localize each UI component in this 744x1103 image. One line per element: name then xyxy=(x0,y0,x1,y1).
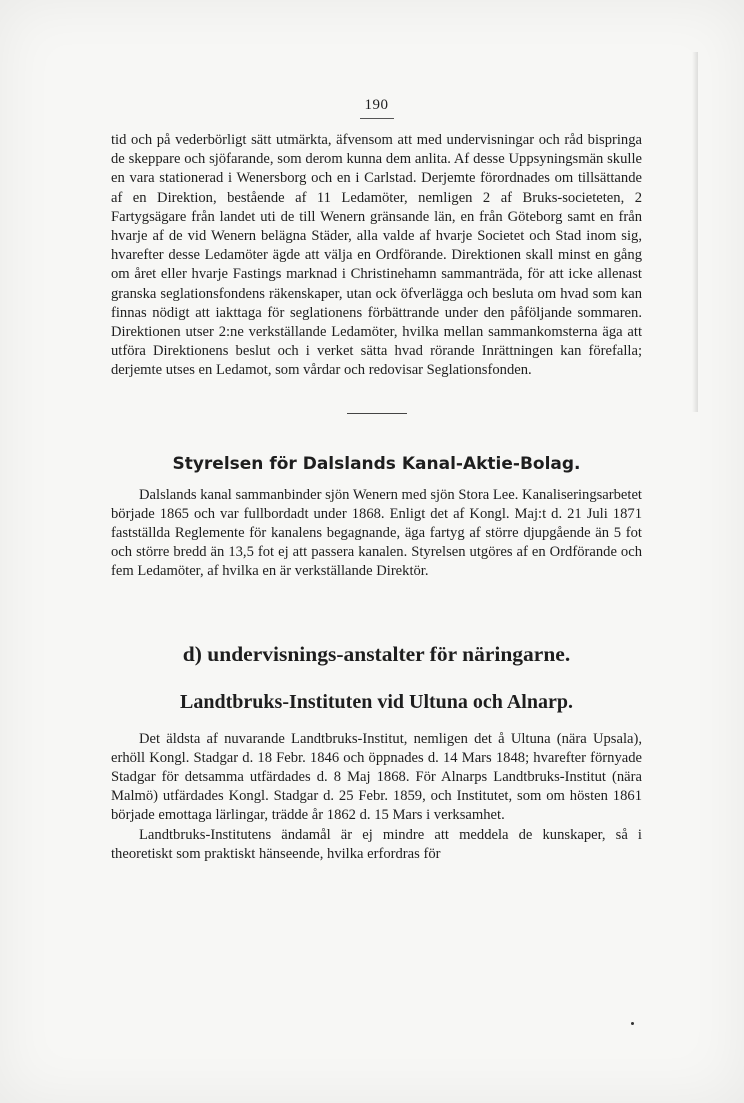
page-number-rule xyxy=(360,118,394,119)
page-edge-shadow xyxy=(692,52,698,412)
paragraph-ultuna-alnarp: Det äldsta af nuvarande Landtbruks-Institut, nemligen det å Ultuna (nära Upsala), erhöll Kongl. Stadgar d. 18 Febr. 1846 och öppnades d. 14 Mars 1848; hvarefter förnyade Stadgar för detsamma utfärdades d. 8 Maj 1868. För Alnarps Landtbruks-Institut (nära Malmö) utfärdades Kongl. Stadgar d. 25 Febr. 1859, och Institutet, som om hösten 1861 började emottaga lärlingar, trädde år 1862 d. 15 Mars i verksamhet. xyxy=(111,730,642,824)
paragraph-dalsland: Dalslands kanal sammanbinder sjön Wenern med sjön Stora Lee. Kanaliseringsarbetet började 1865 och var fullbordadt under 1868. Enligt det af Kongl. Maj:t d. 21 Juli 1871 fastställda Reglemente för kanalens begagnande, äga fartyg af större djupgående än 5 fot och större bredd än 13,5 fot ej att passera kanalen. Styrelsen utgöres af en Ordförande och fem Ledamöter, af hvilka en är verkställande Direktör. xyxy=(111,486,642,580)
ink-speck xyxy=(631,1022,634,1025)
page-content xyxy=(111,97,642,864)
paragraph-andamal: Landtbruks-Institutens ändamål är ej mindre att meddela de kunskaper, så i theoretiskt som praktiskt hänseende, hvilka erfordras för xyxy=(111,826,642,862)
section-heading-landtbruks: Landtbruks-Instituten vid Ultuna och Alnarp. xyxy=(180,690,573,713)
section-divider xyxy=(347,413,407,414)
paragraph-direktion: tid och på vederbörligt sätt utmärkta, äfvensom att med undervisningar och råd bispringa de skeppare och sjöfarande, som derom kunna dem anlita. Af desse Uppsyningsmän skulle en vara stationerad i Wenersborg och en i Carlstad. Derjemte förordnades om tillsättande af en Direktion, bestående af 11 Ledamöter, nemligen 2 af Bruks-societeten, 2 Fartygsägare från landet uti de till Wenern gränsande län, en från Göteborg samt en från hvarje af de vid Wenern belägna Städer, alla valde af hvarje Societet och Stad inom sig, hvarefter desse Ledamöter ägde att välja en Ordförande. Direktionen skall minst en gång om året eller hvarje Fastings marknad i Christinehamn sammanträda, för att icke allenast granska seglationsfondens räkenskaper, utan ock öfverlägga och besluta om hvad som kan finnas nödigt att iakttaga för seglationens förbättrande under den påföljande sommaren. Direktionen utser 2:ne verkställande Ledamöter, hvilka mellan sammankomsterna äga att utföra Direktionens beslut och i verket sätta hvad rörande Inrättningen kan förefalla; derjemte utses en Ledamot, som vårdar och redovisar Seglationsfonden. xyxy=(111,132,642,379)
section-heading-dalsland: Styrelsen för Dalslands Kanal-Aktie-Bolag. xyxy=(172,453,581,474)
page-number: 190 xyxy=(364,97,389,113)
section-heading-undervisning: d) undervisnings-anstalter för näringarne. xyxy=(182,641,571,666)
